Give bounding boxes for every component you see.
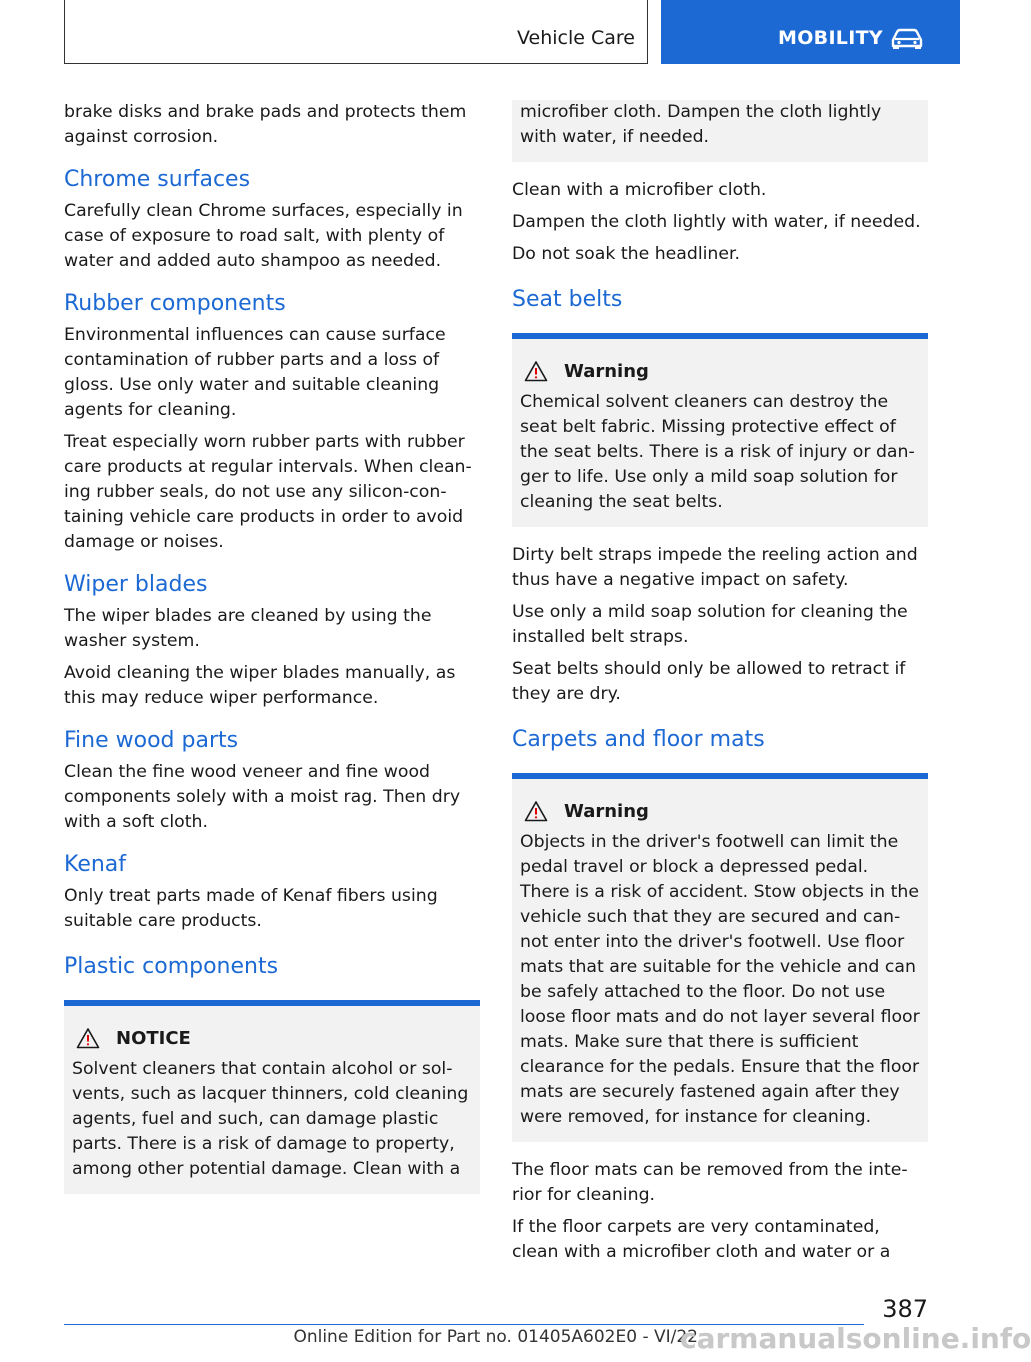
- chapter-title: MOBILITY: [778, 27, 883, 49]
- seatbelts-text-3: Seat belts should only be allowed to retract if they are dry.: [512, 659, 906, 704]
- header-section-box: [64, 0, 648, 64]
- intro-text: brake disks and brake pads and protects them against corrosion.: [64, 102, 467, 147]
- carpets-text-2: If the floor carpets are very contaminated, clean with a microfiber cloth and water or a: [512, 1217, 891, 1262]
- notice-box-continued: [512, 100, 928, 162]
- seatbelts-heading: Seat belts: [512, 287, 623, 312]
- header-chapter-tab[interactable]: [661, 0, 960, 64]
- rubber-text-2: Treat especially worn rubber parts with rubber care products at regular intervals. When cleaning rubber seals, do not use any silicon-containing vehicle care products in order to avoid damage or noises.: [64, 432, 472, 552]
- plastic-heading: Plastic components: [64, 954, 279, 979]
- wood-text: Clean the fine wood veneer and fine wood components solely with a moist rag. Then dry with a soft cloth.: [64, 762, 461, 832]
- left-column: [64, 100, 480, 1210]
- seatbelts-warning-box: [512, 333, 928, 527]
- wood-heading: Fine wood parts: [64, 728, 239, 753]
- edition-text: Online Edition for Part no. 01405A602E0 - VI/22: [293, 1327, 698, 1347]
- watermark-text: carmanualsonline.info: [680, 1322, 1031, 1355]
- headliner-text-1: Clean with a microfiber cloth.: [512, 180, 767, 200]
- chrome-text: Carefully clean Chrome surfaces, especially in case of exposure to road salt, with plenty of water and added auto shampoo as needed.: [64, 201, 463, 271]
- notice-box: [64, 1000, 480, 1194]
- rubber-heading: Rubber components: [64, 291, 286, 316]
- notice-label: NOTICE: [116, 1027, 191, 1049]
- carpets-text-1: The floor mats can be removed from the interior for cleaning.: [512, 1160, 908, 1205]
- warning-triangle-icon: [76, 1027, 100, 1049]
- wiper-text-1: The wiper blades are cleaned by using the washer system.: [64, 606, 432, 651]
- seatbelts-warning-text: Chemical solvent cleaners can destroy the seat belt fabric. Missing protective effect of the seat belts. There is a risk of injury or danger to life. Use only a mild soap solution for cleaning the seat belts.: [520, 392, 915, 512]
- chrome-heading: Chrome surfaces: [64, 167, 251, 192]
- carpets-warning-header: [520, 797, 920, 825]
- rubber-text-1: Environmental influences can cause surface contamination of rubber parts and a loss of gloss. Use only water and suitable cleaning agents for cleaning.: [64, 325, 446, 420]
- kenaf-text: Only treat parts made of Kenaf fibers using suitable care products.: [64, 886, 438, 931]
- notice-text-continued: microfiber cloth. Dampen the cloth lightly with water, if needed.: [520, 102, 882, 147]
- warning-triangle-icon: [524, 360, 548, 382]
- wiper-text-2: Avoid cleaning the wiper blades manually, as this may reduce wiper performance.: [64, 663, 456, 708]
- page-number: 387: [882, 1295, 928, 1323]
- headliner-text-3: Do not soak the headliner.: [512, 244, 741, 264]
- notice-text: Solvent cleaners that contain alcohol or solvents, such as lacquer thinners, cold cleaning agents, fuel and such, can damage plastic parts. There is a risk of damage to property, among other potential damage. Clean with a: [72, 1059, 469, 1179]
- wiper-heading: Wiper blades: [64, 572, 208, 597]
- carpets-heading: Carpets and floor mats: [512, 727, 765, 752]
- carpets-warning-text: Objects in the driver's footwell can limit the pedal travel or block a depressed pedal. There is a risk of accident. Stow objects in the vehicle such that they are secured and cannot enter into the driver's footwell. Use floor mats that are suitable for the vehicle and can be safely attached to the floor. Do not use loose floor mats and do not layer several floor mats. Make sure that there is sufficient clearance for the pedals. Ensure that the floor mats are securely fastened again after they were removed, for instance for cleaning.: [520, 832, 920, 1127]
- section-title: Vehicle Care: [517, 27, 635, 49]
- carpets-warning-box: [512, 773, 928, 1142]
- headliner-text-2: Dampen the cloth lightly with water, if needed.: [512, 212, 921, 232]
- seatbelts-warning-header: [520, 357, 920, 385]
- seatbelts-warning-label: Warning: [564, 360, 649, 382]
- kenaf-heading: Kenaf: [64, 852, 127, 877]
- seatbelts-text-2: Use only a mild soap solution for cleaning the installed belt straps.: [512, 602, 908, 647]
- notice-header: [72, 1024, 472, 1052]
- right-column: [512, 100, 928, 1272]
- warning-triangle-icon: [524, 800, 548, 822]
- seatbelts-text-1: Dirty belt straps impede the reeling action and thus have a negative impact on safety.: [512, 545, 918, 590]
- carpets-warning-label: Warning: [564, 800, 649, 822]
- car-icon: [890, 28, 924, 50]
